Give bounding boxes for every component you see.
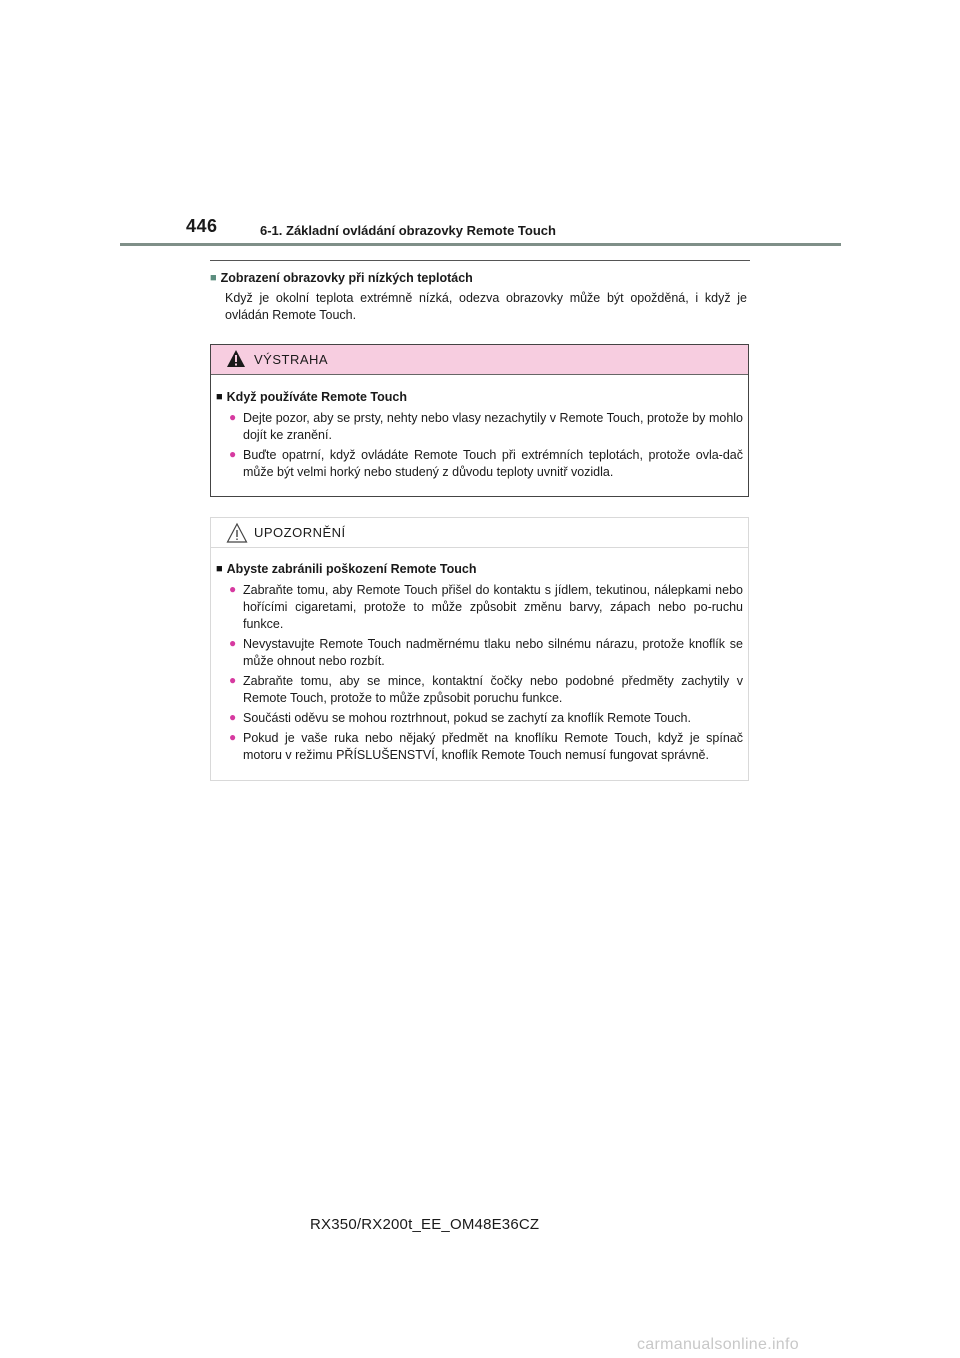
list-item-text: Součásti oděvu se mohou roztrhnout, pokud se zachytí za knoflík Remote Touch. [243, 711, 691, 725]
square-bullet-icon: ■ [210, 272, 217, 284]
bullet-dot-icon: ● [229, 710, 237, 724]
section-heading-text: Zobrazení obrazovky při nízkých teplotách [220, 271, 473, 285]
warning-subheading-text: Když používáte Remote Touch [226, 390, 407, 404]
running-head: 6-1. Základní ovládání obrazovky Remote Touch [260, 223, 556, 238]
caution-box [210, 517, 749, 781]
warning-subheading [216, 390, 407, 404]
warning-label: VÝSTRAHA [254, 352, 329, 367]
caution-subheading [216, 562, 476, 576]
footer-model-code: RX350/RX200t_EE_OM48E36CZ [310, 1216, 540, 1233]
list-item-text: Zabraňte tomu, aby se mince, kontaktní čočky nebo podobné předměty zachytily v Remote Touch, protože to může způsobit poruchu funkce. [243, 674, 743, 705]
list-item-text: Pokud je vaše ruka nebo nějaký předmět na knoflíku Remote Touch, když je spínač motoru v režimu PŘÍSLUŠENSTVÍ, knoflík Remote Touch nemusí fungovat správně. [243, 731, 743, 762]
section-body: Když je okolní teplota extrémně nízká, odezva obrazovky může být opožděná, i když je ovládán Remote Touch. [225, 291, 747, 322]
square-bullet-icon: ■ [216, 391, 223, 403]
warning-box [210, 344, 749, 497]
bullet-dot-icon: ● [229, 673, 237, 687]
page-number: 446 [186, 216, 218, 236]
bullet-dot-icon: ● [229, 636, 237, 650]
header-rule [120, 243, 841, 246]
warning-triangle-icon [226, 349, 246, 369]
caution-header [211, 518, 748, 548]
list-item-text: Zabraňte tomu, aby Remote Touch přišel do kontaktu s jídlem, tekutinou, nálepkami nebo hořícími cigaretami, protože to může způsobit změnu barvy, zápach nebo po-ruchu funkce. [243, 583, 743, 631]
list-item-text: Dejte pozor, aby se prsty, nehty nebo vlasy nezachytily v Remote Touch, protože by mohlo dojít ke zranění. [243, 411, 743, 442]
list-item-text: Nevystavujte Remote Touch nadměrnému tlaku nebo silnému nárazu, protože knoflík se může ohnout nebo rozbít. [243, 637, 743, 668]
warning-header [211, 345, 748, 375]
list-item-text: Buďte opatrní, když ovládáte Remote Touch při extrémních teplotách, protože ovla-dač může být velmi horký nebo studený z důvodu teploty uvnitř vozidla. [243, 448, 743, 479]
square-bullet-icon: ■ [216, 563, 223, 575]
bullet-dot-icon: ● [229, 730, 237, 744]
bullet-dot-icon: ● [229, 447, 237, 461]
bullet-dot-icon: ● [229, 410, 237, 424]
caution-label: UPOZORNĚNÍ [254, 525, 346, 540]
caution-subheading-text: Abyste zabránili poškození Remote Touch [226, 562, 477, 576]
section-heading [210, 271, 473, 285]
section-rule [210, 260, 750, 261]
watermark: carmanualsonline.info [637, 1336, 799, 1353]
caution-triangle-icon [226, 522, 248, 544]
bullet-dot-icon: ● [229, 582, 237, 596]
